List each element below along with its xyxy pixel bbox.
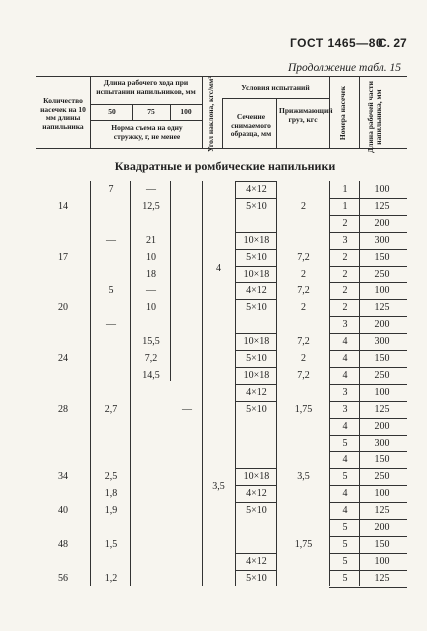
cell-n: 24 — [58, 353, 68, 364]
cell-notch: 2 — [342, 217, 348, 229]
cell-notch: 2 — [342, 268, 348, 280]
cell-s50: 1,5 — [104, 538, 118, 550]
cell-notch: 3 — [342, 234, 348, 246]
cell-notch: 4 — [342, 488, 348, 500]
cell-len: 150 — [374, 538, 390, 550]
cell-len: 125 — [374, 302, 390, 314]
angle-value-4: 4 — [216, 263, 221, 274]
cell-sec: 5×10 — [246, 302, 267, 314]
col-norm-header: Норма съема на одну стружку, г, не менее — [111, 123, 183, 141]
cell-sec: 4×12 — [246, 386, 267, 398]
cell-s75: 10 — [146, 251, 156, 263]
cell-s75: 14,5 — [142, 369, 160, 381]
cell-notch: 4 — [342, 454, 348, 466]
cell-s75: 18 — [146, 268, 156, 280]
cell-len: 100 — [374, 555, 390, 567]
cell-len: 250 — [374, 268, 390, 280]
cell-sec: 5×10 — [246, 572, 267, 584]
cell-s75: 12,5 — [142, 200, 160, 212]
cell-notch: 4 — [342, 353, 348, 364]
cell-sec: 10×18 — [243, 234, 270, 246]
cell-sec: 10×18 — [243, 369, 270, 381]
cell-len: 200 — [374, 217, 390, 229]
cell-notch: 2 — [342, 302, 348, 314]
cell-notch: 4 — [342, 420, 348, 432]
cell-n: 48 — [58, 538, 68, 550]
col-load-header: Прижимающий груз, кгс — [279, 106, 333, 124]
cell-n: 17 — [58, 251, 68, 263]
cell-sec: 4×12 — [246, 285, 267, 297]
cell-s50: 2,5 — [104, 471, 118, 483]
cell-sec: 4×12 — [246, 184, 267, 195]
cell-len: 100 — [374, 386, 390, 398]
cell-load: 3,5 — [297, 471, 310, 483]
cell-sec: 10×18 — [243, 336, 270, 348]
cell-len: 200 — [374, 420, 390, 432]
cell-len: 300 — [374, 234, 390, 246]
cell-len: 200 — [374, 319, 390, 331]
cell-load: 7,2 — [297, 369, 310, 381]
cell-notch: 5 — [342, 538, 348, 550]
cell-notch: 2 — [342, 251, 348, 263]
section-title: Квадратные и ромбические напильники — [114, 159, 336, 173]
cell-notch: 4 — [342, 505, 348, 517]
cell-load: 2 — [301, 353, 306, 364]
cell-s50: — — [106, 234, 116, 246]
cell-sec: 5×10 — [246, 353, 267, 364]
cell-s50: 5 — [108, 285, 114, 297]
cell-load: 7,2 — [297, 336, 310, 348]
cell-notch: 3 — [342, 386, 348, 398]
cell-n: 56 — [58, 572, 68, 584]
standard-number: ГОСТ 1465—80 — [290, 36, 384, 50]
cell-s75: — — [146, 285, 156, 297]
cell-len: 125 — [374, 200, 390, 212]
cell-n: 28 — [58, 403, 68, 415]
col-angle-header: Угол наклона, кгс/мм² — [206, 76, 215, 152]
cell-s50: — — [106, 319, 116, 331]
cell-notch: 5 — [342, 437, 348, 449]
page-number: С. 27 — [378, 36, 407, 50]
cell-load: 2 — [301, 302, 306, 314]
cell-s50: 1,9 — [104, 505, 118, 517]
cell-len: 250 — [374, 369, 390, 381]
cell-len: 150 — [374, 251, 390, 263]
cell-n: 14 — [58, 200, 68, 212]
cell-load: 1,75 — [294, 538, 313, 550]
cell-len: 125 — [374, 572, 390, 584]
cell-load: 7,2 — [297, 285, 310, 297]
cell-notch: 2 — [342, 285, 348, 297]
cell-sec: 5×10 — [246, 505, 267, 517]
cell-sec: 4×12 — [246, 555, 267, 567]
col-stroke-100: 100 — [180, 107, 192, 116]
cell-notch: 4 — [342, 336, 348, 348]
cell-s75: 15,5 — [142, 336, 160, 348]
cell-len: 250 — [374, 471, 390, 483]
cell-load: 2 — [301, 200, 306, 212]
cell-len: 125 — [374, 403, 390, 415]
cell-sec: 5×10 — [246, 200, 267, 212]
cell-notch: 5 — [342, 572, 348, 584]
cell-notch: 4 — [342, 369, 348, 381]
cell-len: 300 — [374, 336, 390, 348]
cell-notch: 3 — [342, 319, 348, 331]
cell-sec: 4×12 — [246, 488, 267, 500]
cell-len: 150 — [374, 353, 390, 364]
cell-s75: 21 — [146, 234, 156, 246]
cell-len: 100 — [374, 184, 390, 195]
cell-notch: 1 — [342, 184, 348, 195]
angle-value-3-5: 3,5 — [212, 481, 225, 492]
cell-n: 40 — [58, 505, 68, 517]
cell-len: 200 — [374, 522, 390, 533]
stroke-100-dash: — — [182, 404, 192, 415]
col-section-header: Сечение снимаемого образца, мм — [230, 112, 272, 138]
cell-sec: 5×10 — [246, 251, 267, 263]
col-conditions-header: Условия испытаний — [241, 83, 310, 92]
continuation-label: Продолжение табл. 15 — [288, 62, 401, 74]
cell-len: 300 — [374, 437, 390, 449]
cell-s75: 7,2 — [144, 353, 158, 364]
col-count-header: Количество насечек на 10 мм длины напильника — [40, 96, 86, 131]
cell-s50: 1,8 — [104, 488, 118, 500]
cell-load: 2 — [301, 268, 306, 280]
cell-len: 100 — [374, 488, 390, 500]
cell-s50: 2,7 — [104, 403, 118, 415]
cell-n: 20 — [58, 302, 68, 314]
col-length-header: Длина рабочей части напильника, мм — [366, 81, 383, 153]
cell-notch: 1 — [342, 200, 348, 212]
col-stroke-50: 50 — [108, 107, 116, 116]
cell-sec: 5×10 — [246, 403, 267, 415]
col-stroke-header: Длина рабочего хода при испытании напильников, мм — [96, 78, 196, 96]
cell-s50: 7 — [108, 184, 114, 195]
cell-notch: 5 — [342, 471, 348, 483]
cell-notch: 3 — [342, 403, 348, 415]
cell-n: 34 — [58, 471, 68, 483]
col-notch-header: Номера насечек — [338, 85, 347, 141]
col-stroke-75: 75 — [147, 107, 155, 116]
cell-s75: 10 — [146, 302, 156, 314]
cell-len: 125 — [374, 505, 390, 517]
cell-len: 100 — [374, 285, 390, 297]
cell-load: 1,75 — [294, 403, 313, 415]
cell-notch: 5 — [342, 522, 348, 533]
cell-s75: — — [146, 184, 156, 195]
cell-len: 150 — [374, 454, 390, 466]
cell-sec: 10×18 — [243, 471, 270, 483]
cell-notch: 5 — [342, 555, 348, 567]
cell-sec: 10×18 — [243, 268, 270, 280]
cell-s50: 1,2 — [104, 572, 118, 584]
cell-load: 7,2 — [297, 251, 310, 263]
